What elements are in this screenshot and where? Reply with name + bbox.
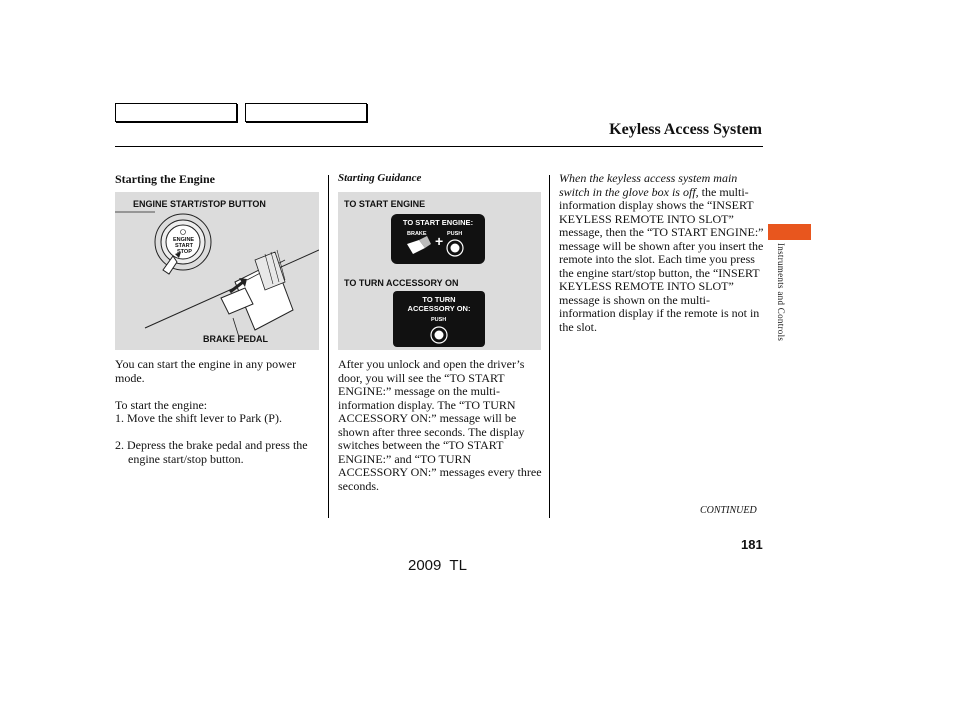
page-title: Keyless Access System <box>609 121 762 138</box>
col1-para-2: To start the engine: <box>115 397 208 412</box>
display-turn-accessory <box>393 291 485 347</box>
col3-text <box>559 172 764 334</box>
col3-body: the multi-information display shows the “INSERT KEYLESS REMOTE INTO SLOT” message, then the “TO START ENGINE:” message will be shown after you insert the remote into the slot. Each time you press the engine start/stop button, the “INSERT KEYLESS REMOTE INTO SLOT” message is shown on the multi-information display if the remote is not in the slot. <box>559 184 764 334</box>
col1-step-1: 1. Move the shift lever to Park (P). <box>115 411 282 425</box>
push-button-icon <box>393 291 485 347</box>
display-plus-sign: + <box>435 233 444 249</box>
display-push-label: PUSH <box>447 231 463 237</box>
engine-start-illustration <box>115 192 319 350</box>
figure-label-turn-accessory: TO TURN ACCESSORY ON <box>344 278 459 288</box>
figure-display-guidance <box>338 192 541 350</box>
footer-model-label: 2009 TL <box>408 557 467 574</box>
display-accessory-line-1: TO TURN <box>422 295 456 304</box>
section-heading-starting-engine: Starting the Engine <box>115 172 216 186</box>
column-divider-1 <box>328 175 329 518</box>
display-accessory-line-2: ACCESSORY ON: <box>407 304 471 313</box>
page-number: 181 <box>741 537 763 552</box>
col3-italic-lead: When the keyless access system main switch in the glove box is off, <box>559 171 738 199</box>
nav-button-prev[interactable] <box>115 103 237 122</box>
section-side-label: Instruments and Controls <box>776 243 786 342</box>
col1-para-1: You can start the engine in any power mode. <box>115 357 297 385</box>
display-start-engine-text: TO START ENGINE: <box>402 218 474 227</box>
col1-step-2: 2. Depress the brake pedal and press the engine start/stop button. <box>115 438 308 466</box>
section-heading-starting-guidance: Starting Guidance <box>338 172 422 184</box>
button-text-stop: STOP <box>177 249 192 255</box>
button-text-start: START <box>175 243 193 249</box>
display-brake-label: BRAKE <box>407 231 427 237</box>
display-start-engine <box>391 214 485 264</box>
col2-text: After you unlock and open the driver’s door, you will see the “TO START ENGINE:” message on the multi-information display. The “TO TURN ACCESSORY ON:” message will be shown after three seconds. The display switches between the “TO START ENGINE:” and “TO TURN ACCESSORY ON:” messages every three seconds. <box>338 357 542 493</box>
nav-button-next[interactable] <box>245 103 367 122</box>
display-accessory-push: PUSH <box>431 317 447 323</box>
button-text-engine: ENGINE <box>173 237 195 243</box>
continued-label: CONTINUED <box>700 505 757 516</box>
title-rule <box>115 146 763 147</box>
col1-text <box>115 358 320 466</box>
figure-label-pedal: BRAKE PEDAL <box>203 334 269 344</box>
foot-pedal-icon <box>391 214 485 264</box>
figure-label-start-engine: TO START ENGINE <box>344 199 426 209</box>
column-divider-2 <box>549 175 550 518</box>
section-tab-marker <box>768 224 811 240</box>
figure-label-button: ENGINE START/STOP BUTTON <box>133 199 266 209</box>
figure-engine-start <box>115 192 319 350</box>
